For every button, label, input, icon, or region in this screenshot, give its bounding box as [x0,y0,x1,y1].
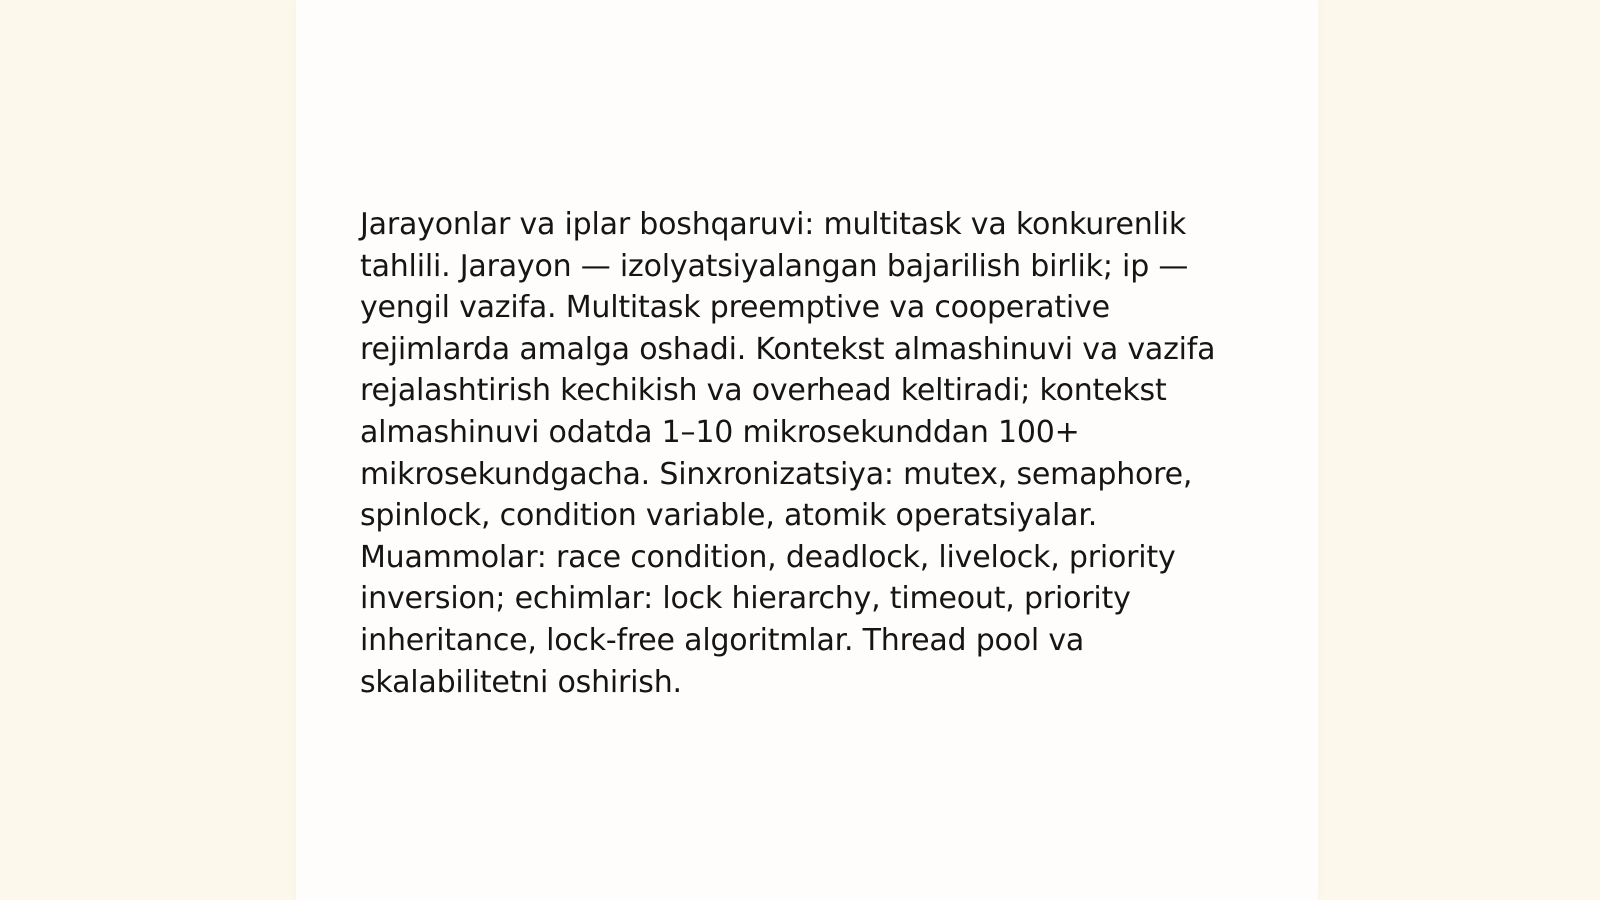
document-page [296,0,1318,900]
document-body-text: Jarayonlar va iplar boshqaruvi: multitask va konkurenlik tahlili. Jarayon — izolyatsiyalangan bajarilish birlik; ip — yengil vazifa. Multitask preemptive va cooperative rejimlarda amalga oshadi. Kontekst almashinuvi va vazifa rejalashtirish kechikish va overhead keltiradi; kontekst almashinuvi odatda 1–10 mikrosekunddan 100+ mikrosekundgacha. Sinxronizatsiya: mutex, semaphore, spinlock, condition variable, atomik operatsiyalar. Muammolar: race condition, deadlock, livelock, priority inversion; echimlar: lock hierarchy, timeout, priority inheritance, lock-free algoritmlar. Thread pool va skalabilitetni oshirish. [360,207,1216,700]
